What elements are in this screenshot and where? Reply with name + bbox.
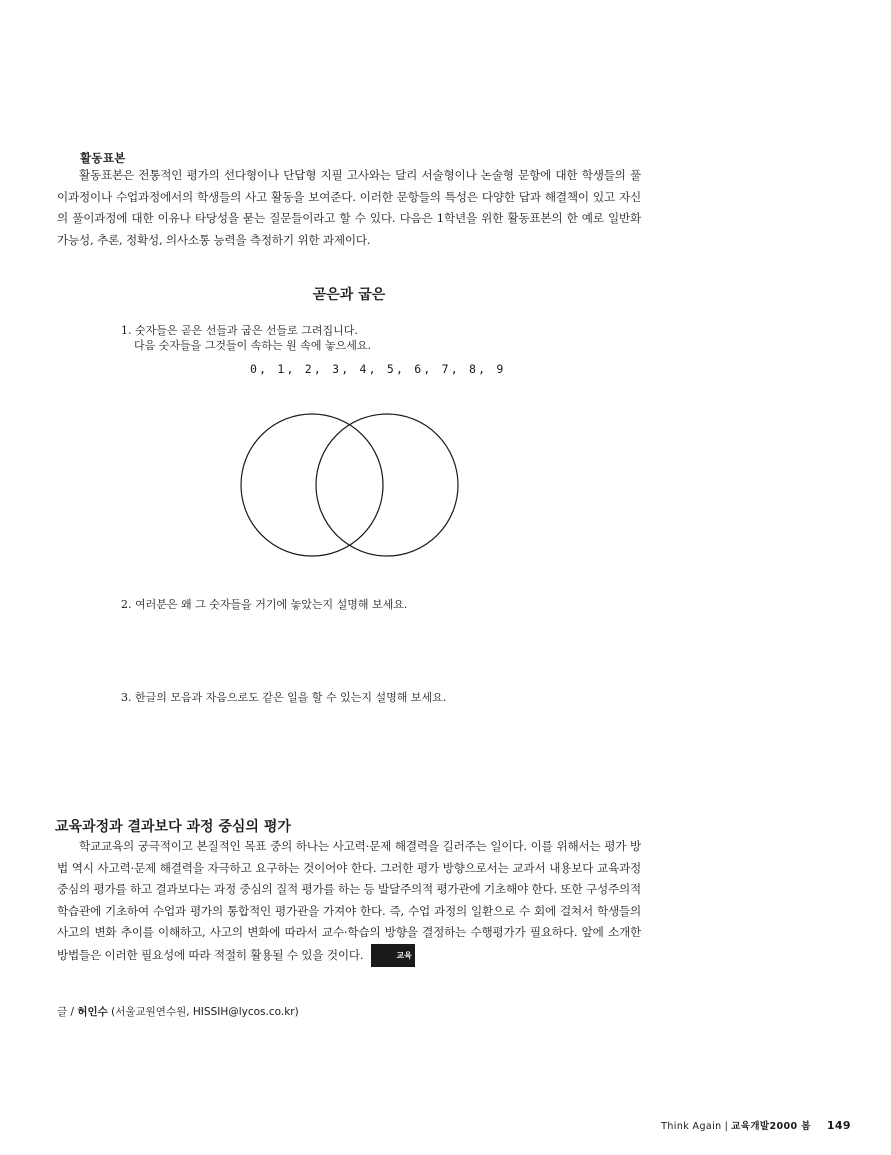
section-paragraph-body bbox=[57, 836, 641, 967]
page-number: 149 bbox=[826, 1119, 851, 1132]
footer-separator: | bbox=[724, 1121, 729, 1132]
intro-paragraph bbox=[57, 165, 641, 251]
section-title: 교육과정과 결과보다 과정 중심의 평가 bbox=[55, 819, 291, 835]
intro-heading: 활동표본 bbox=[80, 151, 126, 165]
activity-title: 곧은과 굽은 bbox=[312, 287, 386, 303]
right-circle bbox=[316, 414, 458, 556]
footer-tagline: Think Again bbox=[661, 1121, 722, 1132]
page-footer bbox=[661, 1118, 851, 1132]
question-1-line-1: 1. 숫자들은 곧은 선들과 굽은 선들로 그려집니다. bbox=[121, 324, 358, 337]
byline-prefix: 글 / bbox=[57, 1006, 78, 1018]
left-circle bbox=[241, 414, 383, 556]
number-list: 0, 1, 2, 3, 4, 5, 6, 7, 8, 9 bbox=[250, 362, 506, 376]
byline-author: 허인수 bbox=[77, 1006, 108, 1018]
section-paragraph bbox=[57, 836, 641, 967]
end-mark: 교육 bbox=[371, 944, 414, 968]
footer-magazine: 교육개발2000 봄 bbox=[731, 1121, 811, 1132]
venn-diagram bbox=[230, 410, 470, 560]
question-3: 3. 한글의 모음과 자음으로도 같은 일을 할 수 있는지 설명해 보세요. bbox=[121, 691, 447, 704]
question-1-line-2: 다음 숫자들을 그것들이 속하는 원 속에 놓으세요. bbox=[134, 339, 371, 352]
byline-affiliation: (서울교원연수원, HISSIH@lycos.co.kr) bbox=[107, 1006, 299, 1018]
question-2: 2. 여러분은 왜 그 숫자들을 거기에 놓았는지 설명해 보세요. bbox=[121, 598, 408, 611]
section-paragraph-text: 학교교육의 궁극적이고 본질적인 목표 중의 하나는 사고력·문제 해결력을 길러주는 일이다. 이를 위해서는 평가 방법 역시 사고력·문제 해결력을 자극하고 요구하는 것이어야 한다. 그러한 평가 방향으로서는 교과서 내용보다 교육과정 중심의 평가를 하고 결과보다는 과정 중심의 질적 평가를 하는 등 발달주의적 평가관에 기초해야 한다. 또한 구성주의적 학습관에 기초하여 수업과 평가의 통합적인 평가관을 가져야 한다. 즉, 수업 과정의 일환으로 수 회에 걸쳐서 학생들의 사고의 변화 추이를 이해하고, 사고의 변화에 따라서 교수·학습의 방향을 결정하는 수행평가가 필요하다. 앞에 소개한 방법들은 이러한 필요성에 따라 적절히 활용될 수 있을 것이다. bbox=[57, 839, 641, 962]
intro-paragraph-text: 활동표본은 전통적인 평가의 선다형이나 단답형 지필 고사와는 달리 서술형이나 논술형 문항에 대한 학생들의 풀이과정이나 수업과정에서의 학생들의 사고 활동을 보여준다. 이러한 문항들의 특성은 다양한 답과 해결책이 있고 자신의 풀이과정에 대한 이유나 타당성을 묻는 질문들이라고 할 수 있다. 다음은 1학년을 위한 활동표본의 한 예로 일반화 가능성, 추론, 정확성, 의사소통 능력을 측정하기 위한 과제이다. bbox=[57, 168, 641, 247]
byline bbox=[57, 1004, 299, 1019]
